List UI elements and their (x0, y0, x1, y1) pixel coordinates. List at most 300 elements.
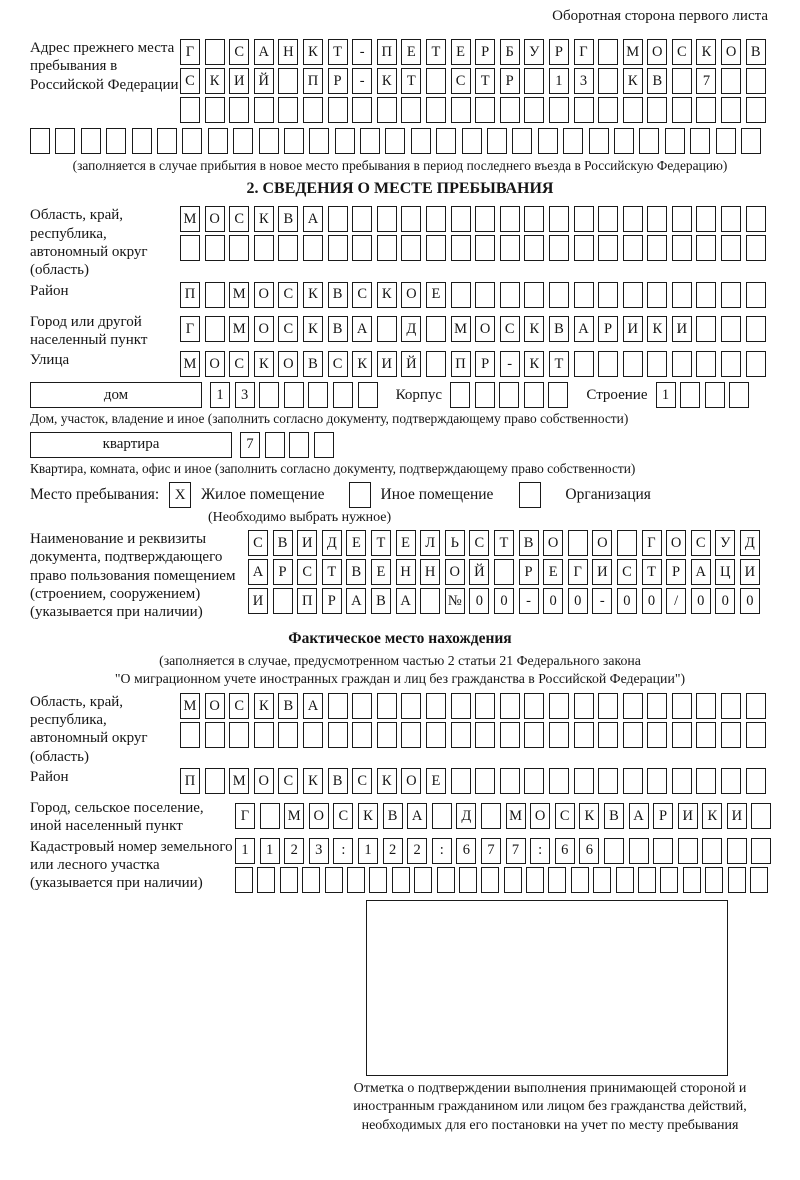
char-box: В (647, 68, 667, 94)
char-box (259, 128, 279, 154)
char-box (598, 235, 618, 261)
char-box: 0 (740, 588, 760, 614)
char-box: Е (396, 530, 416, 556)
char-box: С (229, 206, 249, 232)
char-box (328, 722, 348, 748)
previous-address-rows (180, 39, 766, 126)
char-box: 0 (494, 588, 514, 614)
district-block (30, 282, 770, 311)
actual-district-label: Район (30, 768, 69, 785)
char-box (377, 97, 397, 123)
char-box: Н (420, 559, 440, 585)
char-box (401, 97, 421, 123)
char-box: С (333, 803, 353, 829)
char-box: Ь (445, 530, 465, 556)
char-box: № (445, 588, 465, 614)
char-box: И (623, 316, 643, 342)
house-number-cells (210, 382, 378, 408)
char-box (721, 351, 741, 377)
char-box: 0 (715, 588, 735, 614)
char-box (672, 97, 692, 123)
char-box: С (672, 39, 692, 65)
char-box (623, 693, 643, 719)
char-box: И (740, 559, 760, 585)
char-box (426, 235, 446, 261)
char-box (385, 128, 405, 154)
char-box (548, 867, 566, 893)
char-box: Д (322, 530, 342, 556)
char-box: М (451, 316, 471, 342)
char-box (549, 282, 569, 308)
char-box (746, 206, 766, 232)
char-box: Т (549, 351, 569, 377)
char-box (589, 128, 609, 154)
document-block (30, 530, 770, 621)
char-box (278, 235, 298, 261)
char-box: С (248, 530, 268, 556)
cadastral-row-1 (235, 838, 771, 864)
char-box: М (180, 351, 200, 377)
char-box: Е (426, 768, 446, 794)
cadastral-row-2 (235, 867, 771, 893)
region-block (30, 206, 770, 279)
char-box (328, 97, 348, 123)
char-box (721, 722, 741, 748)
district-row (180, 282, 766, 308)
char-box: И (248, 588, 268, 614)
char-box (208, 128, 228, 154)
apartment-note: Квартира, комната, офис и иное (заполнить согласно документу, подтверждающему право собственности) (30, 460, 636, 476)
char-box (481, 803, 501, 829)
char-box (451, 282, 471, 308)
char-box (411, 128, 431, 154)
char-box (623, 97, 643, 123)
previous-address-row-1 (180, 39, 766, 65)
char-box: : (333, 838, 353, 864)
char-box: Р (475, 351, 495, 377)
char-box: М (623, 39, 643, 65)
char-box: Е (346, 530, 366, 556)
char-box (451, 693, 471, 719)
char-box (716, 128, 736, 154)
char-box: 3 (235, 382, 255, 408)
cadastral-block (30, 838, 770, 896)
char-box: М (229, 316, 249, 342)
char-box (705, 382, 725, 408)
char-box: О (205, 693, 225, 719)
char-box (728, 867, 746, 893)
char-box: О (592, 530, 612, 556)
char-box: М (229, 282, 249, 308)
char-box (705, 867, 723, 893)
char-box: О (205, 351, 225, 377)
char-box (414, 867, 432, 893)
char-box: К (524, 316, 544, 342)
char-box: Д (740, 530, 760, 556)
char-box (377, 722, 397, 748)
char-box (233, 128, 253, 154)
char-box: А (346, 588, 366, 614)
char-box (721, 235, 741, 261)
char-box: К (377, 768, 397, 794)
char-box: С (278, 282, 298, 308)
char-box (524, 282, 544, 308)
organization-label: Организация (565, 486, 651, 504)
stroenie-cells (656, 382, 750, 408)
char-box: О (278, 351, 298, 377)
char-box: К (377, 68, 397, 94)
char-box: : (432, 838, 452, 864)
document-row-2 (248, 559, 760, 585)
char-box: 3 (309, 838, 329, 864)
char-box (568, 530, 588, 556)
house-block (30, 382, 770, 408)
char-box: Т (401, 68, 421, 94)
char-box (696, 351, 716, 377)
char-box: А (407, 803, 427, 829)
char-box: 0 (642, 588, 662, 614)
char-box (746, 97, 766, 123)
char-box: Й (401, 351, 421, 377)
char-box (205, 235, 225, 261)
char-box: Й (469, 559, 489, 585)
city-row (180, 316, 766, 342)
document-rows (248, 530, 760, 621)
char-box: С (451, 68, 471, 94)
char-box: К (352, 351, 372, 377)
char-box (721, 206, 741, 232)
char-box: С (469, 530, 489, 556)
char-box (182, 128, 202, 154)
char-box (741, 128, 761, 154)
char-box: Р (500, 68, 520, 94)
char-box: И (297, 530, 317, 556)
char-box: О (401, 768, 421, 794)
char-box: Е (401, 39, 421, 65)
char-box: Р (475, 39, 495, 65)
char-box (352, 97, 372, 123)
char-box (571, 867, 589, 893)
char-box (751, 803, 771, 829)
char-box: К (303, 39, 323, 65)
char-box (696, 316, 716, 342)
char-box (475, 206, 495, 232)
char-box: Т (322, 559, 342, 585)
char-box: 7 (696, 68, 716, 94)
char-box (524, 722, 544, 748)
char-box: К (696, 39, 716, 65)
char-box (647, 97, 667, 123)
char-box: У (524, 39, 544, 65)
char-box: 2 (383, 838, 403, 864)
char-box: К (303, 282, 323, 308)
document-row-1 (248, 530, 760, 556)
char-box (746, 316, 766, 342)
char-box: В (273, 530, 293, 556)
char-box: - (352, 68, 372, 94)
char-box: В (383, 803, 403, 829)
char-box (598, 282, 618, 308)
char-box: А (254, 39, 274, 65)
char-box (278, 97, 298, 123)
char-box: К (623, 68, 643, 94)
region-row-1 (180, 206, 766, 232)
char-box: М (229, 768, 249, 794)
char-box: Г (574, 39, 594, 65)
char-box: Т (371, 530, 391, 556)
actual-region-label: Область, край, республика, автономный округ (область) (30, 693, 148, 765)
char-box: К (702, 803, 722, 829)
korpus-label: Корпус (395, 386, 443, 403)
previous-address-row-4 (30, 128, 770, 154)
organization-checkbox (519, 482, 541, 508)
char-box (352, 722, 372, 748)
char-box: К (579, 803, 599, 829)
char-box (451, 722, 471, 748)
char-box (377, 316, 397, 342)
city-label: Город или другой населенный пункт (30, 313, 148, 348)
char-box: П (180, 768, 200, 794)
char-box (401, 235, 421, 261)
char-box (205, 97, 225, 123)
char-box (360, 128, 380, 154)
char-box: Д (456, 803, 476, 829)
char-box: 1 (549, 68, 569, 94)
char-box (500, 722, 520, 748)
char-box (524, 97, 544, 123)
char-box (672, 235, 692, 261)
char-box: А (574, 316, 594, 342)
char-box (721, 768, 741, 794)
char-box: Т (642, 559, 662, 585)
char-box (598, 768, 618, 794)
street-block (30, 351, 770, 380)
char-box: К (524, 351, 544, 377)
char-box (328, 206, 348, 232)
char-box (284, 128, 304, 154)
char-box (328, 235, 348, 261)
actual-location-note-1: (заполняется в случае, предусмотренном частью 2 статьи 21 Федерального закона (159, 652, 641, 668)
char-box: 3 (574, 68, 594, 94)
korpus-cells (450, 382, 568, 408)
char-box (205, 316, 225, 342)
char-box: 7 (506, 838, 526, 864)
stay-type-label: Место пребывания: (30, 486, 160, 504)
stay-type-block (30, 482, 770, 508)
char-box: С (352, 768, 372, 794)
char-box (574, 206, 594, 232)
char-box (623, 282, 643, 308)
char-box (347, 867, 365, 893)
char-box (302, 867, 320, 893)
char-box (55, 128, 75, 154)
char-box (574, 722, 594, 748)
char-box (426, 722, 446, 748)
char-box: Е (451, 39, 471, 65)
char-box (309, 128, 329, 154)
char-box (257, 867, 275, 893)
confirmation-mark-box (366, 900, 728, 1076)
region-label: Область, край, республика, автономный округ (область) (30, 207, 148, 279)
char-box: В (549, 316, 569, 342)
char-box: О (475, 316, 495, 342)
char-box: С (278, 316, 298, 342)
char-box (721, 68, 741, 94)
char-box (549, 235, 569, 261)
char-box (574, 693, 594, 719)
char-box: 6 (579, 838, 599, 864)
char-box (81, 128, 101, 154)
char-box: 1 (260, 838, 280, 864)
char-box (629, 838, 649, 864)
char-box: А (396, 588, 416, 614)
char-box (205, 768, 225, 794)
char-box (524, 235, 544, 261)
char-box: М (506, 803, 526, 829)
char-box: В (278, 693, 298, 719)
char-box: Е (543, 559, 563, 585)
house-labelbox: дом (30, 382, 202, 408)
char-box: К (254, 206, 274, 232)
char-box (721, 282, 741, 308)
char-box: Р (519, 559, 539, 585)
char-box (598, 39, 618, 65)
char-box: Л (420, 530, 440, 556)
char-box (475, 235, 495, 261)
char-box (308, 382, 328, 408)
char-box (420, 588, 440, 614)
char-box: А (691, 559, 711, 585)
char-box: Р (653, 803, 673, 829)
char-box (289, 432, 309, 458)
char-box (450, 382, 470, 408)
char-box: - (592, 588, 612, 614)
char-box (751, 838, 771, 864)
char-box (696, 768, 716, 794)
char-box (696, 206, 716, 232)
char-box (524, 693, 544, 719)
char-box (598, 68, 618, 94)
char-box (475, 282, 495, 308)
char-box (727, 838, 747, 864)
char-box (335, 128, 355, 154)
region-rows (180, 206, 766, 279)
char-box (30, 128, 50, 154)
char-box: В (746, 39, 766, 65)
char-box (426, 316, 446, 342)
previous-address-row-3 (180, 97, 766, 123)
char-box (303, 722, 323, 748)
char-box (475, 768, 495, 794)
char-box (696, 282, 716, 308)
char-box (451, 235, 471, 261)
char-box (205, 722, 225, 748)
char-box: Н (278, 39, 298, 65)
char-box (352, 206, 372, 232)
char-box: С (180, 68, 200, 94)
char-box (451, 206, 471, 232)
char-box (549, 693, 569, 719)
char-box (549, 722, 569, 748)
char-box (696, 97, 716, 123)
actual-district-block (30, 768, 770, 797)
char-box (303, 235, 323, 261)
char-box (132, 128, 152, 154)
char-box: - (519, 588, 539, 614)
char-box (325, 867, 343, 893)
char-box (436, 128, 456, 154)
char-box: 6 (555, 838, 575, 864)
other-premises-label: Иное помещение (380, 486, 494, 504)
char-box (437, 867, 455, 893)
char-box: Т (328, 39, 348, 65)
char-box: - (352, 39, 372, 65)
char-box (259, 382, 279, 408)
char-box (549, 206, 569, 232)
char-box (500, 206, 520, 232)
char-box (647, 235, 667, 261)
char-box (750, 867, 768, 893)
char-box (665, 128, 685, 154)
cadastral-rows (235, 838, 771, 896)
char-box: Й (254, 68, 274, 94)
char-box (623, 235, 643, 261)
char-box: С (352, 282, 372, 308)
char-box: М (180, 693, 200, 719)
actual-region-block (30, 693, 770, 766)
char-box (459, 867, 477, 893)
char-box (638, 867, 656, 893)
char-box (604, 838, 624, 864)
char-box: : (530, 838, 550, 864)
char-box (574, 97, 594, 123)
char-box (746, 693, 766, 719)
char-box: А (303, 206, 323, 232)
stay-type-note: (Необходимо выбрать нужное) (208, 510, 392, 526)
char-box (598, 206, 618, 232)
char-box (500, 693, 520, 719)
char-box: Н (396, 559, 416, 585)
char-box (426, 206, 446, 232)
char-box (617, 530, 637, 556)
char-box (432, 803, 452, 829)
char-box (426, 351, 446, 377)
char-box (746, 722, 766, 748)
char-box: О (254, 316, 274, 342)
char-box: Т (426, 39, 446, 65)
char-box: В (346, 559, 366, 585)
char-box: А (303, 693, 323, 719)
char-box: П (180, 282, 200, 308)
char-box: И (727, 803, 747, 829)
char-box: С (328, 351, 348, 377)
char-box: У (715, 530, 735, 556)
char-box: П (297, 588, 317, 614)
char-box: Ц (715, 559, 735, 585)
char-box (284, 382, 304, 408)
char-box (500, 97, 520, 123)
char-box: О (401, 282, 421, 308)
char-box (683, 867, 701, 893)
char-box: И (377, 351, 397, 377)
char-box (451, 768, 471, 794)
char-box (598, 722, 618, 748)
char-box (680, 382, 700, 408)
char-box (614, 128, 634, 154)
char-box (524, 68, 544, 94)
char-box: Р (666, 559, 686, 585)
char-box (352, 235, 372, 261)
